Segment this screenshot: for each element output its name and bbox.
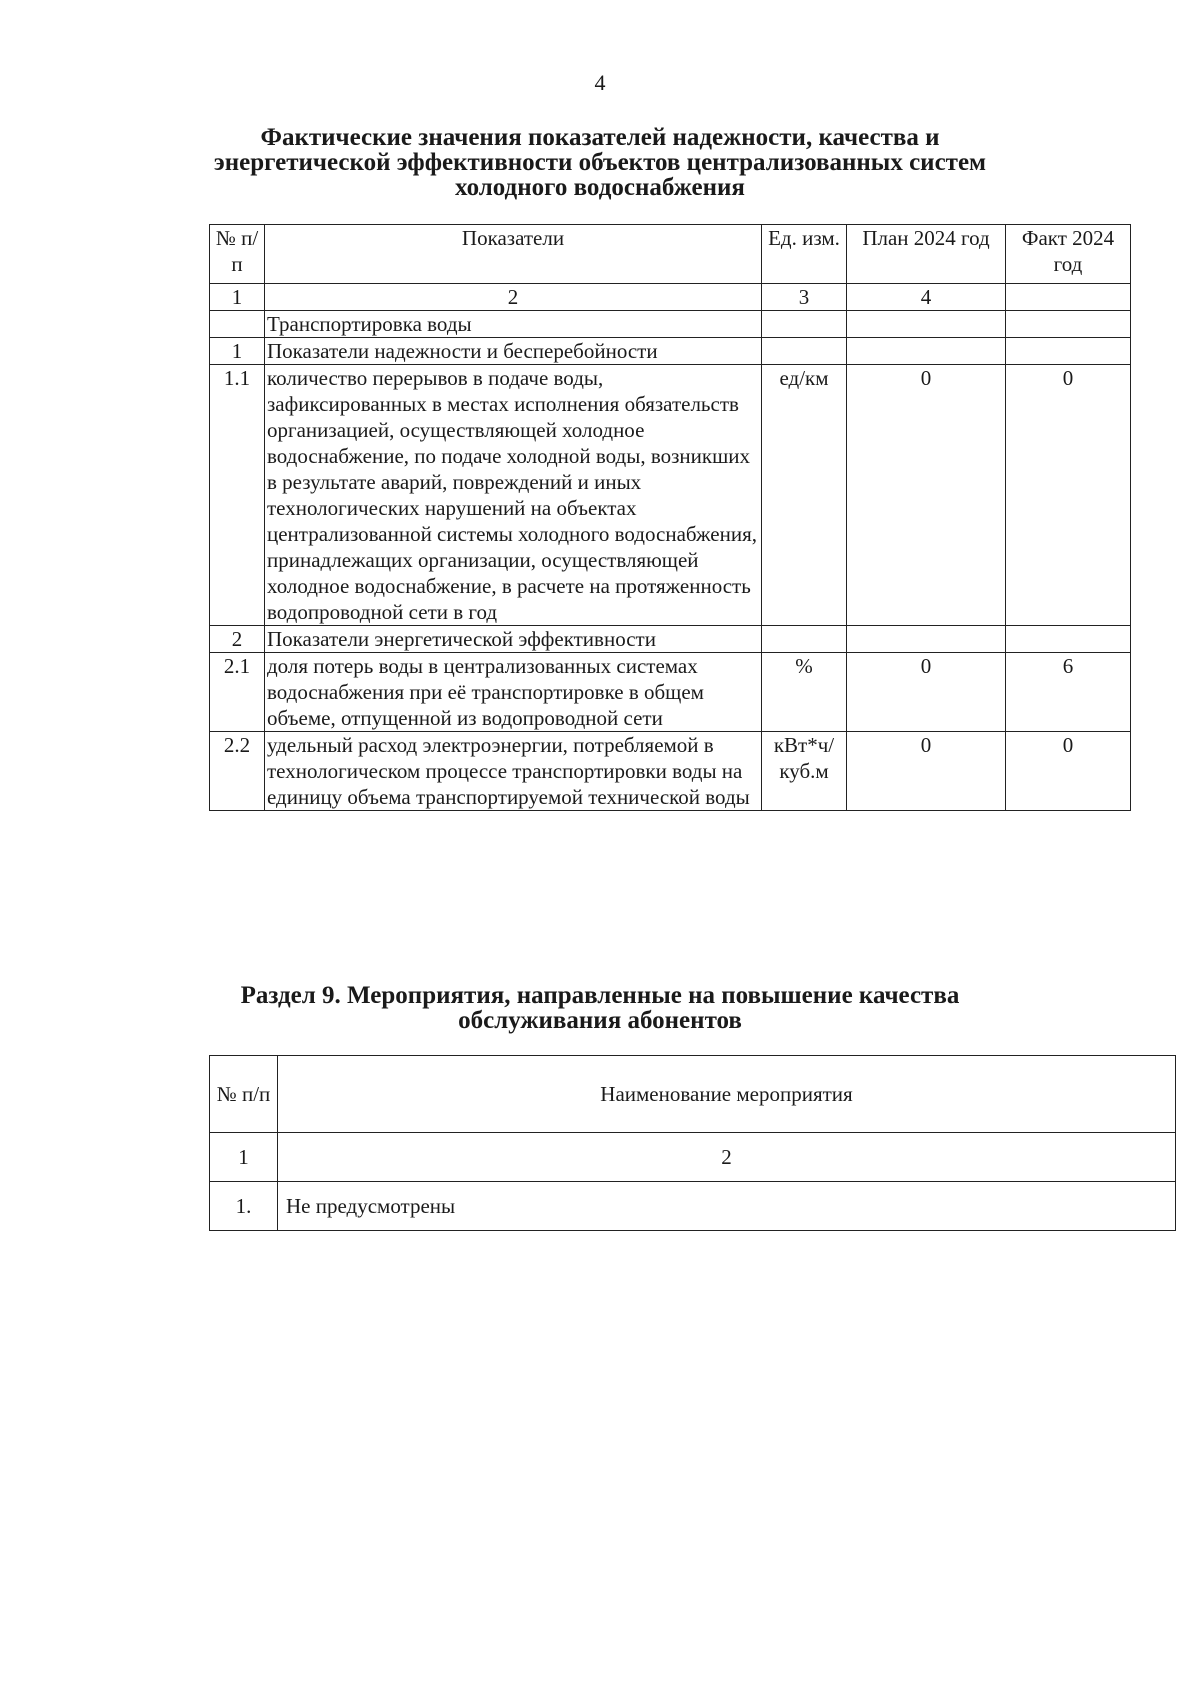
table-row <box>210 626 1131 653</box>
header-name: Наименование мероприятия <box>278 1056 1176 1133</box>
row-fact <box>1006 626 1131 653</box>
row-plan <box>847 338 1006 365</box>
row-unit <box>762 338 847 365</box>
row-plan <box>847 311 1006 338</box>
table-row <box>210 1182 1176 1231</box>
page-number: 4 <box>594 70 606 95</box>
row-num: 1 <box>210 338 265 365</box>
header-num: № п/п <box>210 225 265 284</box>
header-fact: Факт 2024 год <box>1006 225 1131 284</box>
header-unit: Ед. изм. <box>762 225 847 284</box>
row-name: Не предусмотрены <box>278 1182 1176 1231</box>
row-num: 1. <box>210 1182 278 1231</box>
colnum: 1 <box>210 284 265 311</box>
row-unit <box>762 626 847 653</box>
colnum: 2 <box>265 284 762 311</box>
row-fact: 0 <box>1006 365 1131 626</box>
row-unit: % <box>762 653 847 732</box>
heading-line: обслуживания абонентов <box>458 1007 742 1034</box>
indicators-table <box>209 224 1131 811</box>
row-text: удельный расход электроэнергии, потребляемой в технологическом процессе транспортировки воды на единицу объема транспортируемой технической воды <box>265 732 762 811</box>
row-plan: 0 <box>847 653 1006 732</box>
row-text: Показатели надежности и бесперебойности <box>265 338 762 365</box>
row-plan: 0 <box>847 732 1006 811</box>
row-num: 2 <box>210 626 265 653</box>
row-fact <box>1006 311 1131 338</box>
row-fact: 6 <box>1006 653 1131 732</box>
heading-line: энергетической эффективности объектов централизованных систем <box>213 149 987 176</box>
row-text: количество перерывов в подаче воды, зафиксированных в местах исполнения обязательств организацией, осуществляющей холодное водоснабжение, по подаче холодной воды, возникших в результате аварий, повреждений и иных технологических нарушений на объектах централизованной системы холодного водоснабжения, принадлежащих организации, осуществляющей холодное водоснабжение, в расчете на протяженность водопроводной сети в год <box>265 365 762 626</box>
row-plan: 0 <box>847 365 1006 626</box>
row-num <box>210 311 265 338</box>
header-num: № п/п <box>210 1056 278 1133</box>
row-unit: кВт*ч/ куб.м <box>762 732 847 811</box>
table-row <box>210 365 1131 626</box>
header-plan: План 2024 год <box>847 225 1006 284</box>
row-text: Транспортировка воды <box>265 311 762 338</box>
heading-line: Раздел 9. Мероприятия, направленные на повышение качества <box>240 982 960 1009</box>
row-unit: ед/км <box>762 365 847 626</box>
row-num: 2.1 <box>210 653 265 732</box>
header-indicator: Показатели <box>265 225 762 284</box>
colnum: 1 <box>210 1133 278 1182</box>
column-numbers-row <box>210 284 1131 311</box>
colnum: 2 <box>278 1133 1176 1182</box>
indicators-heading <box>0 125 1200 200</box>
row-num: 2.2 <box>210 732 265 811</box>
row-num: 1.1 <box>210 365 265 626</box>
table-row <box>210 732 1131 811</box>
section-9-heading <box>0 983 1200 1033</box>
colnum: 4 <box>847 284 1006 311</box>
column-numbers-row <box>210 1133 1176 1182</box>
row-text: Показатели энергетической эффективности <box>265 626 762 653</box>
heading-line: Фактические значения показателей надежности, качества и <box>260 124 940 151</box>
colnum: 3 <box>762 284 847 311</box>
row-fact <box>1006 338 1131 365</box>
row-unit <box>762 311 847 338</box>
measures-table <box>209 1055 1176 1231</box>
row-text: доля потерь воды в централизованных системах водоснабжения при её транспортировке в общем объеме, отпущенной из водопроводной сети <box>265 653 762 732</box>
row-fact: 0 <box>1006 732 1131 811</box>
table-row <box>210 338 1131 365</box>
heading-line: холодного водоснабжения <box>455 174 745 201</box>
row-plan <box>847 626 1006 653</box>
table-row <box>210 311 1131 338</box>
table-header-row <box>210 225 1131 284</box>
colnum <box>1006 284 1131 311</box>
table-row <box>210 653 1131 732</box>
table-header-row <box>210 1056 1176 1133</box>
